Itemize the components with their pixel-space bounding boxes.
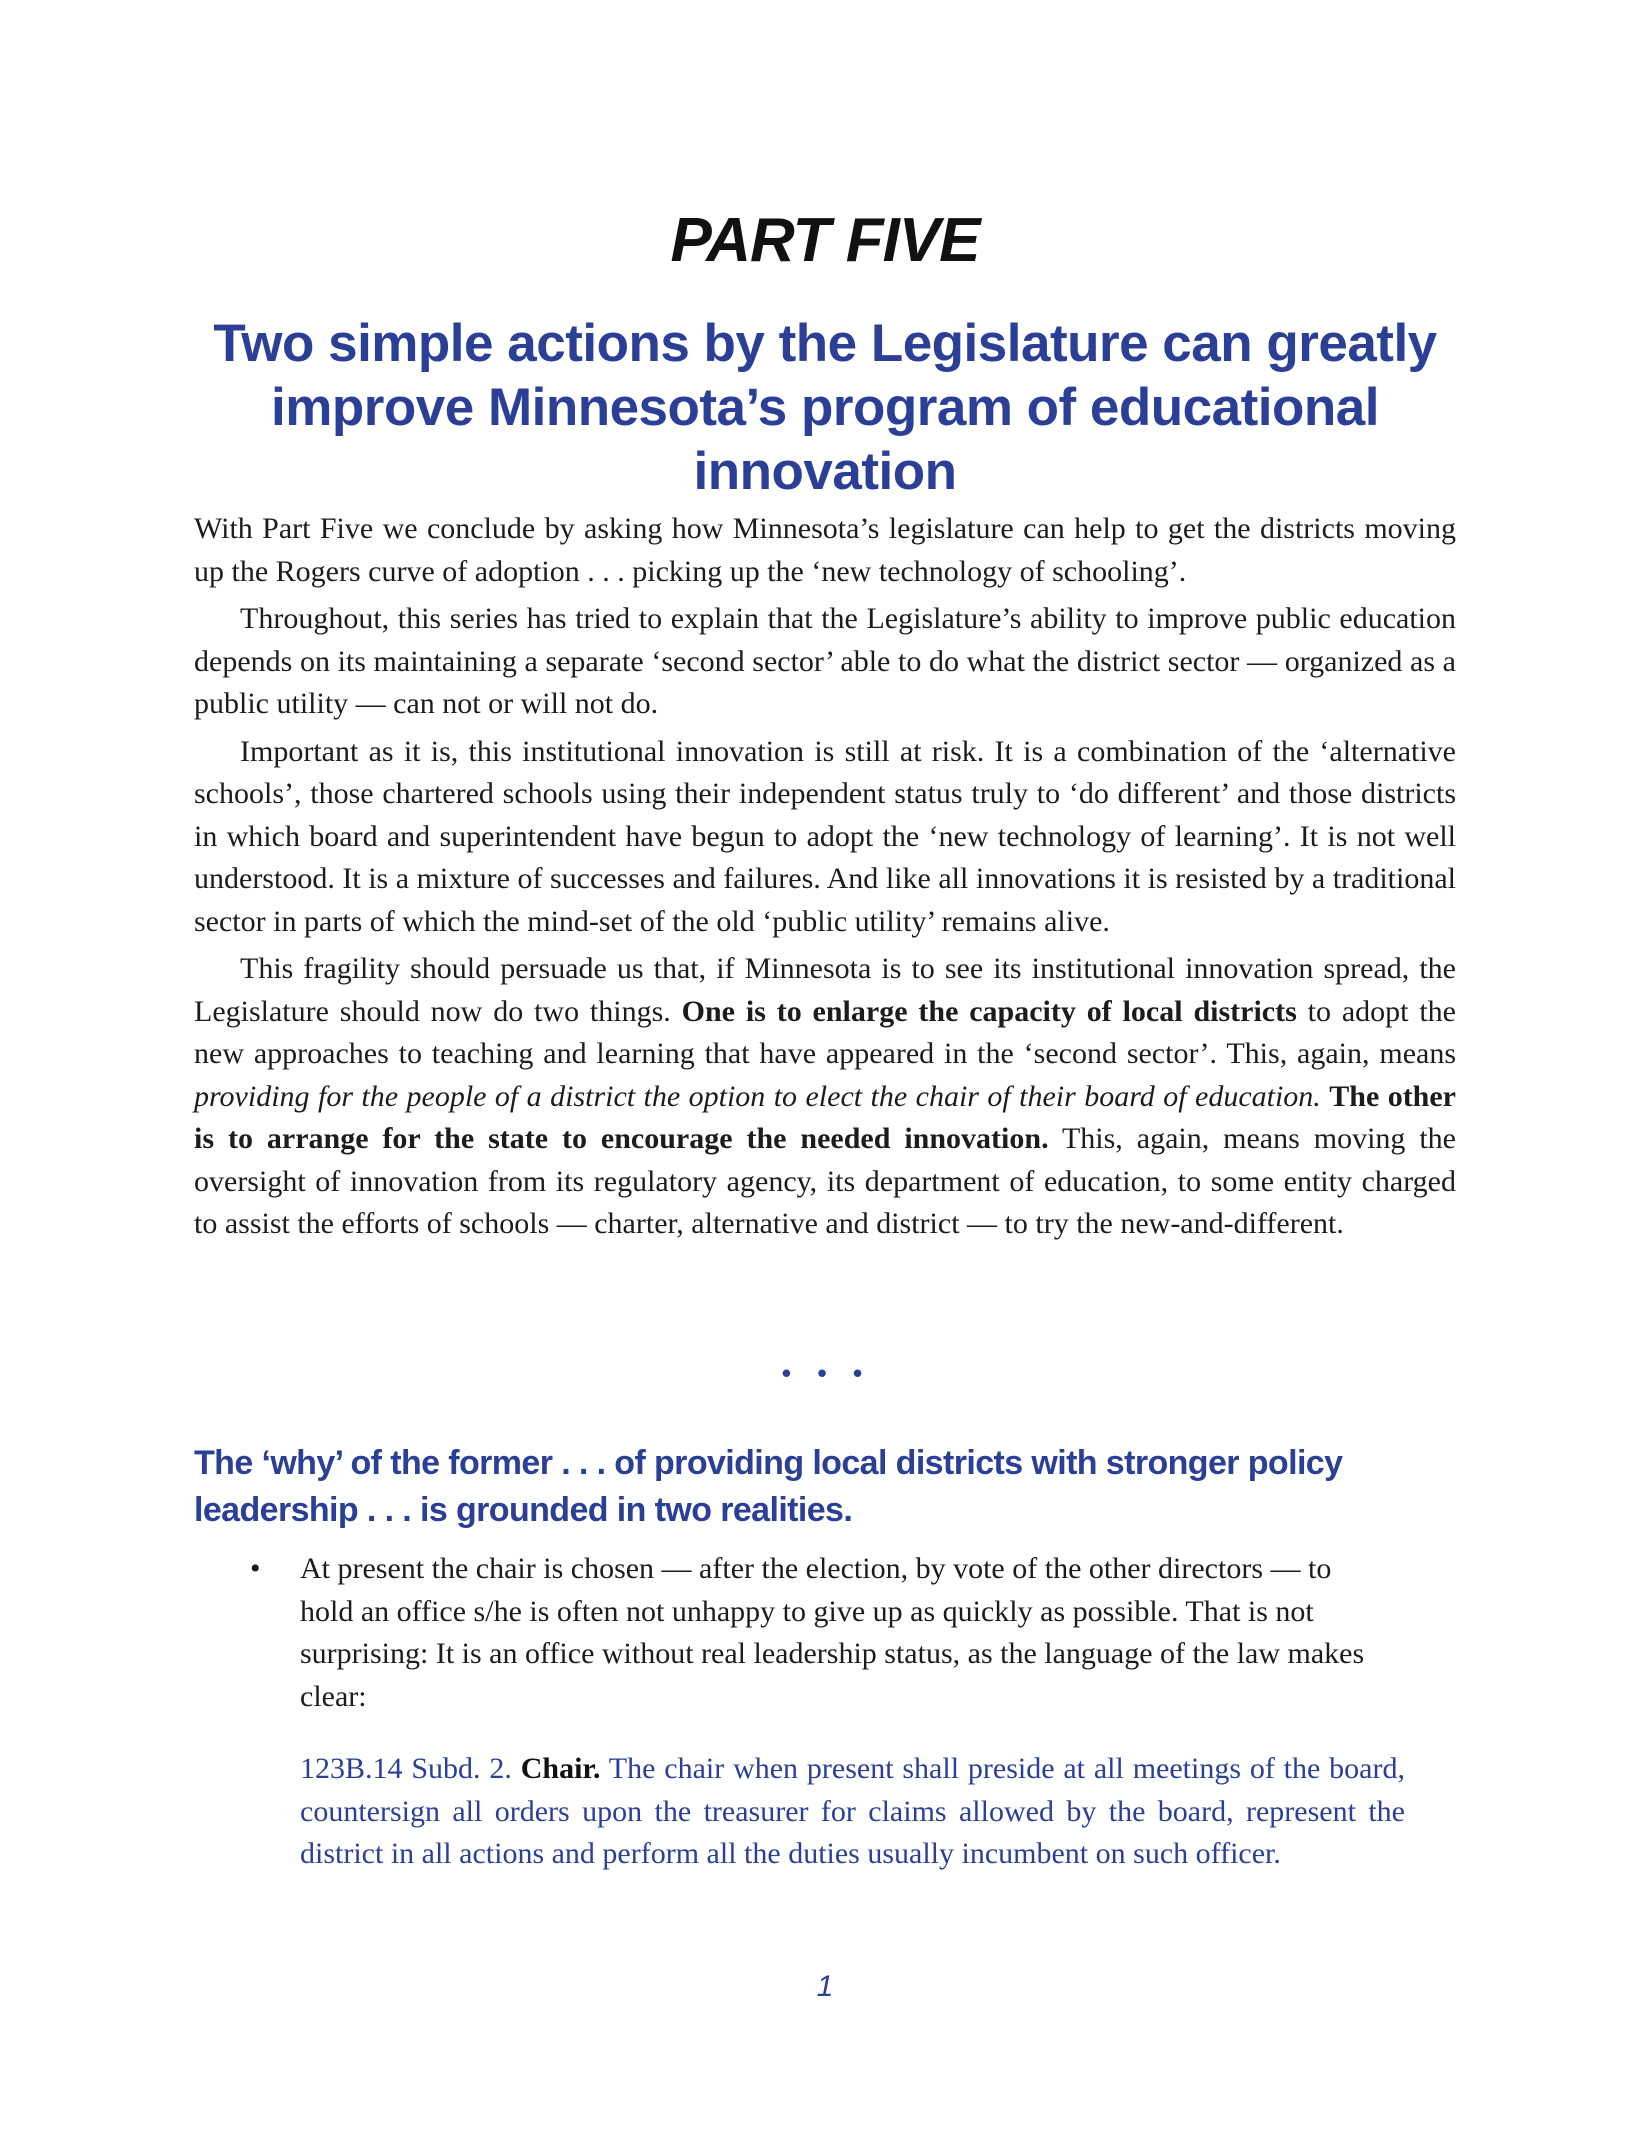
fragility-text-3	[1321, 1080, 1329, 1113]
statute-text: The chair when present shall preside at all meetings of the board, countersign all orders upon the treasurer for claims allowed by the board, represent the district in all actions and perform all the duties usually incumbent on such officer.	[300, 1752, 1405, 1870]
fragility-text-4: This, again, means moving the oversight of innovation from its regulatory agency, its department of education, to some entity charged to assist the efforts of schools — charter, alternative and district — to try the new-and-different.	[194, 1122, 1456, 1240]
statute-quote	[300, 1748, 1405, 1876]
fragility-text-2: to adopt the new approaches to teaching and learning that have appeared in the ‘second sector’. This, again, means	[194, 994, 1456, 1070]
fragility-text-1: This fragility should persuade us that, if Minnesota is to see its institutional innovation spread, the Legislature should now do two things.	[194, 952, 1456, 1028]
bullet-list-item	[250, 1548, 1400, 1718]
subtitle-line-1: Two simple actions by the Legislature can greatly	[213, 314, 1437, 373]
subtitle-line-2: improve Minnesota’s program of educational innovation	[271, 378, 1379, 501]
paragraph-throughout: Throughout, this series has tried to explain that the Legislature’s ability to improve public education depends on its maintaining a separate ‘second sector’ able to do what the district sector — organized as a public utility — can not or will not do.	[194, 602, 1456, 720]
section-heading: The ‘why’ of the former . . . of providing local districts with stronger policy leadership . . . is grounded in two realities.	[194, 1444, 1343, 1529]
bullet-text: At present the chair is chosen — after the election, by vote of the other directors — to hold an office s/he is often not unhappy to give up as quickly as possible. That is not surprising: It is an office without real leadership status, as the language of the law makes clear:	[300, 1552, 1365, 1713]
paragraph-intro: With Part Five we conclude by asking how Minnesota’s legislature can help to get the districts moving up the Rogers curve of adoption . . . picking up the ‘new technology of schooling’.	[194, 512, 1456, 588]
paragraph-important: Important as it is, this institutional innovation is still at risk. It is a combination of the ‘alternative schools’, those chartered schools using their independent status truly to ‘do different’ and those districts in which board and superintendent have begun to adopt the ‘new technology of learning’. It is not well understood. It is a mixture of successes and failures. And like all innovations it is resisted by a traditional sector in parts of which the mind-set of the old ‘public utility’ remains alive.	[194, 734, 1456, 938]
statute-citation: 123B.14 Subd. 2.	[300, 1752, 521, 1785]
paragraph-fragility	[194, 948, 1456, 1246]
page-subtitle	[150, 312, 1500, 504]
fragility-italic-1: providing for the people of a district the option to elect the chair of their board of education.	[194, 1079, 1321, 1113]
part-title: PART FIVE	[670, 206, 980, 275]
section-separator: • • •	[778, 1360, 872, 1390]
body-text	[194, 508, 1456, 1251]
statute-label: Chair.	[520, 1752, 601, 1785]
fragility-bold-2: The other is to arrange for the state to encourage the needed innovation.	[194, 1079, 1456, 1155]
page-number: 1	[816, 1970, 834, 2003]
bullet-icon: •	[250, 1552, 261, 1585]
fragility-bold-1: One is to enlarge the capacity of local districts	[681, 994, 1297, 1028]
